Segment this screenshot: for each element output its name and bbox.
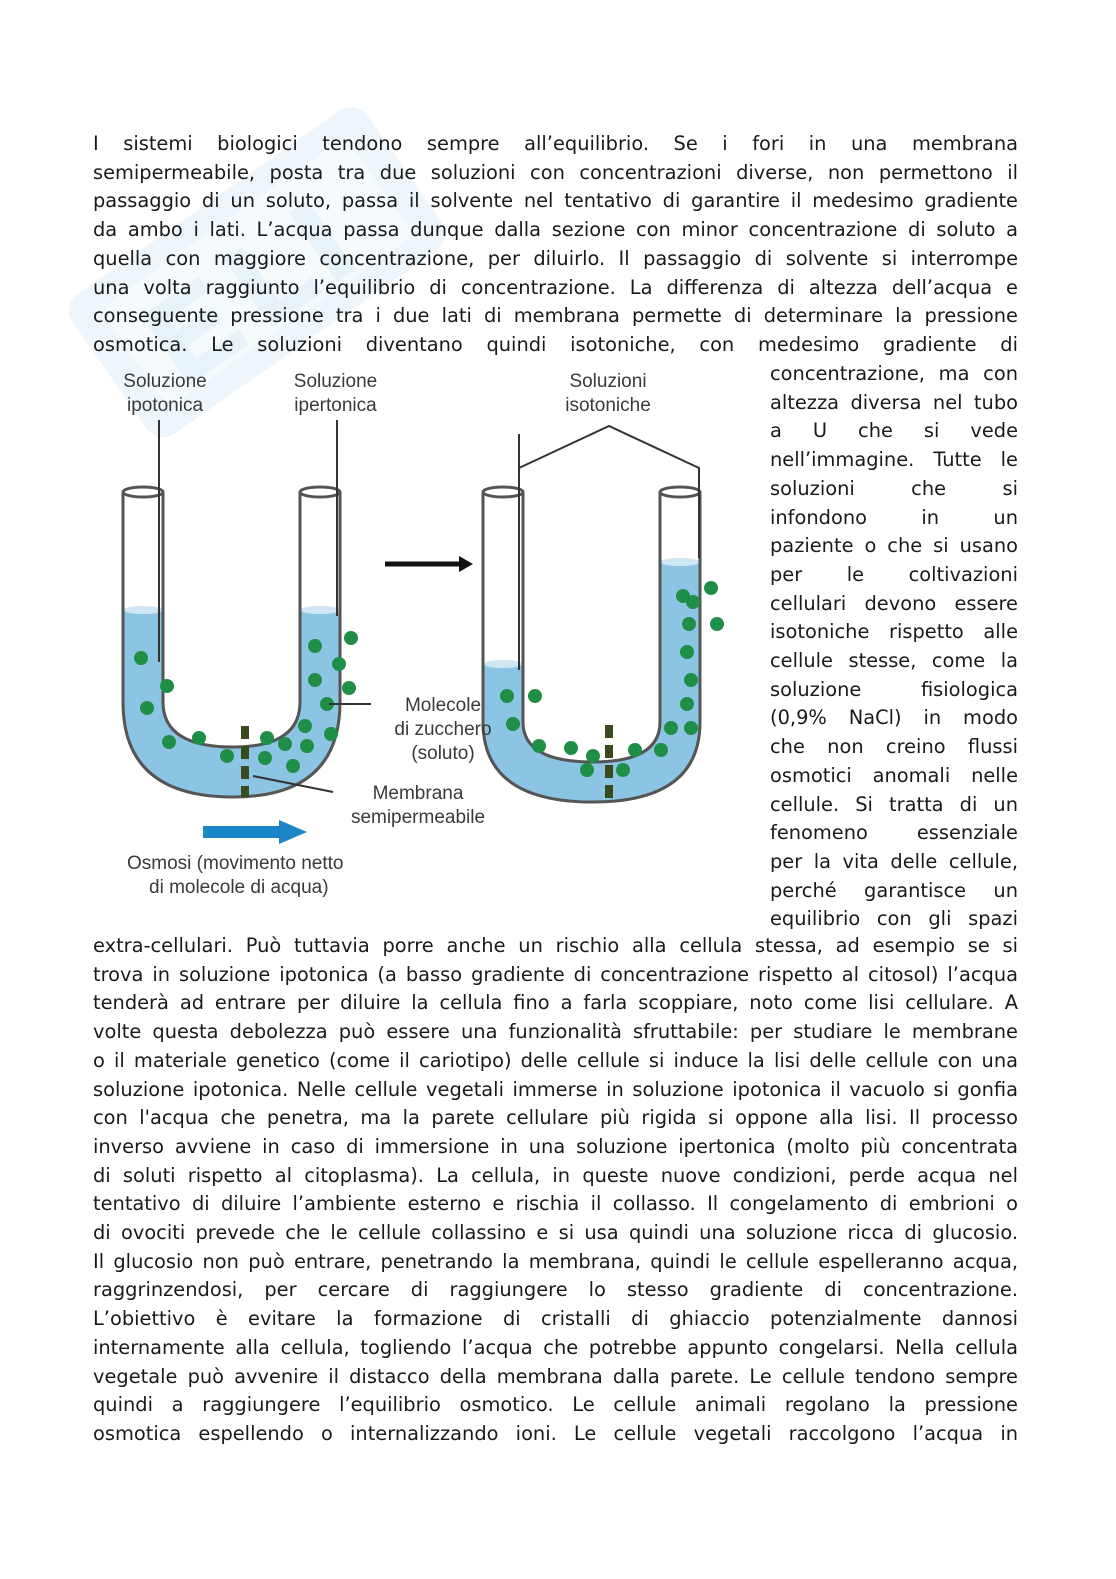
text-line: di ovociti prevede che le cellule collassino e si usa quindi una soluzione ricca di glucosio. (93, 1221, 1018, 1245)
label-text: ipotonica (126, 395, 204, 416)
label-hypotonic (105, 370, 225, 418)
text-line: extra-cellulari. Può tuttavia porre anche un rischio alla cellula stessa, ad esempio se si (93, 934, 1018, 957)
text-line: internamente alla cellula, togliendo l’acqua che potrebbe appunto congelarsi. Nella cellula (93, 1335, 1018, 1359)
label-hypertonic (273, 370, 398, 418)
text-line: di soluti rispetto al citoplasma). La cellula, in queste nuove condizioni, perde acqua nel (93, 1163, 1018, 1187)
text-line: Il glucosio non può entrare, penetrando la membrana, quindi le cellule espelleranno acqua, (93, 1249, 1018, 1273)
text-line: I sistemi biologici tendono sempre all’equilibrio. Se i fori in una membrana (93, 132, 1018, 155)
text-line: cellule stesse, come la (770, 649, 1018, 673)
text-line: osmotica. Le soluzioni diventano quindi isotoniche, con medesimo gradiente di (93, 332, 1018, 356)
text-line: perché garantisce un (770, 878, 1018, 902)
text-line: infondono in un (770, 505, 1018, 529)
text-line: per le coltivazioni (770, 562, 1018, 586)
label-text: di zucchero (394, 719, 492, 740)
text-line: nell’immagine. Tutte le (770, 448, 1018, 472)
side-column-text (770, 360, 1018, 934)
paragraph-bottom (93, 932, 1018, 1449)
text-line: una volta raggiunto l’equilibrio di concentrazione. La differenza di altezza dell’acqua e (93, 275, 1018, 299)
text-line: volte questa debolezza può essere una funzionalità sfruttabile: per studiare le membrane (93, 1020, 1018, 1044)
u-tube-left (123, 420, 371, 797)
text-line: paziente o che si usano (770, 534, 1018, 558)
osmosis-figure (93, 362, 753, 922)
transition-arrow (385, 556, 473, 572)
text-line: da ambo i lati. L’acqua passa dunque dalla sezione con minor concentrazione di soluto a (93, 218, 1018, 242)
text-line: che non creino flussi (770, 735, 1018, 759)
text-line: raggrinzendosi, per cercare di raggiungere lo stesso gradiente di concentrazione. (93, 1278, 1018, 1302)
text-line: inverso avviene in caso di immersione in una soluzione ipertonica (molto più concentrata (93, 1134, 1018, 1158)
label-text: Soluzione (123, 371, 207, 392)
text-line: semipermeabile, posta tra due soluzioni con concentrazioni diverse, non permettono il (93, 160, 1018, 184)
label-sugar-molecules (373, 694, 513, 766)
text-line: passaggio di un soluto, passa il solvente nel tentativo di garantire il medesimo gradiente (93, 189, 1018, 213)
label-text: Soluzione (293, 371, 378, 392)
text-line: soluzioni che si (770, 476, 1018, 500)
text-line: quella con maggiore concentrazione, per diluirlo. Il passaggio di solvente si interrompe (93, 246, 1018, 270)
label-text: di molecole di acqua) (149, 877, 329, 898)
osmosis-arrow (203, 820, 307, 844)
text-line: a U che si vede (770, 419, 1018, 443)
label-text: Molecole (404, 695, 482, 716)
text-line: tenderà ad entrare per diluire la cellula fino a farla scoppiare, noto come lisi cellulare. A (93, 991, 1018, 1015)
label-text: isotoniche (565, 395, 651, 416)
text-line: cellule. Si tratta di un (770, 792, 1018, 816)
text-line: conseguente pressione tra i due lati di membrana permette di determinare la pressione (93, 304, 1018, 328)
text-line: altezza diversa nel tubo (770, 390, 1018, 414)
label-text: ipertonica (294, 395, 377, 416)
osmosis-diagram (93, 362, 753, 922)
label-isotonic (548, 370, 668, 418)
label-osmosis (127, 852, 397, 900)
u-tube-right (483, 426, 724, 802)
text-line: isotoniche rispetto alle (770, 620, 1018, 644)
text-line: soluzione ipotonica. Nelle cellule vegetali immerse in soluzione ipotonica il vacuolo si gonfia (93, 1077, 1018, 1101)
text-line: con l'acqua che penetra, ma la parete cellulare più rigida si oppone alla lisi. Il processo (93, 1106, 1018, 1130)
text-line: quindi a raggiungere l’equilibrio osmotico. Le cellule animali regolano la pressione (93, 1393, 1018, 1417)
text-line: L’obiettivo è evitare la formazione di cristalli di ghiaccio potenzialmente dannosi (93, 1307, 1018, 1331)
text-line: osmotici anomali nelle (770, 763, 1018, 787)
label-text: semipermeabile (350, 807, 486, 828)
text-line: osmotica espellendo o internalizzando ioni. Le cellule vegetali raccolgono l’acqua in (93, 1421, 1018, 1445)
label-text: Soluzioni (569, 371, 647, 392)
text-line: per la vita delle cellule, (770, 849, 1018, 873)
text-line: concentrazione, ma con (770, 362, 1018, 385)
text-line: vegetale può avvenire il distacco della membrana dalla parete. Le cellule tendono sempre (93, 1364, 1018, 1388)
label-text: Membrana (372, 783, 464, 804)
text-line: tentativo di diluire l’ambiente esterno e rischia il collasso. Il congelamento di embrioni o (93, 1192, 1018, 1216)
text-line: cellulari devono essere (770, 591, 1018, 615)
text-line: trova in soluzione ipotonica (a basso gradiente di concentrazione rispetto al citosol) l’acqua (93, 962, 1018, 986)
paragraph-top (93, 130, 1018, 360)
text-line: o il materiale genetico (come il cariotipo) delle cellule si induce la lisi delle cellule con una (93, 1048, 1018, 1072)
text-line: equilibrio con gli spazi (770, 907, 1018, 931)
text-line: soluzione fisiologica (770, 677, 1018, 701)
text-line: (0,9% NaCl) in modo (770, 706, 1018, 730)
label-text: Osmosi (movimento netto (127, 853, 344, 874)
label-membrane (333, 782, 503, 830)
label-text: (soluto) (411, 743, 475, 764)
text-line: fenomeno essenziale (770, 821, 1018, 845)
